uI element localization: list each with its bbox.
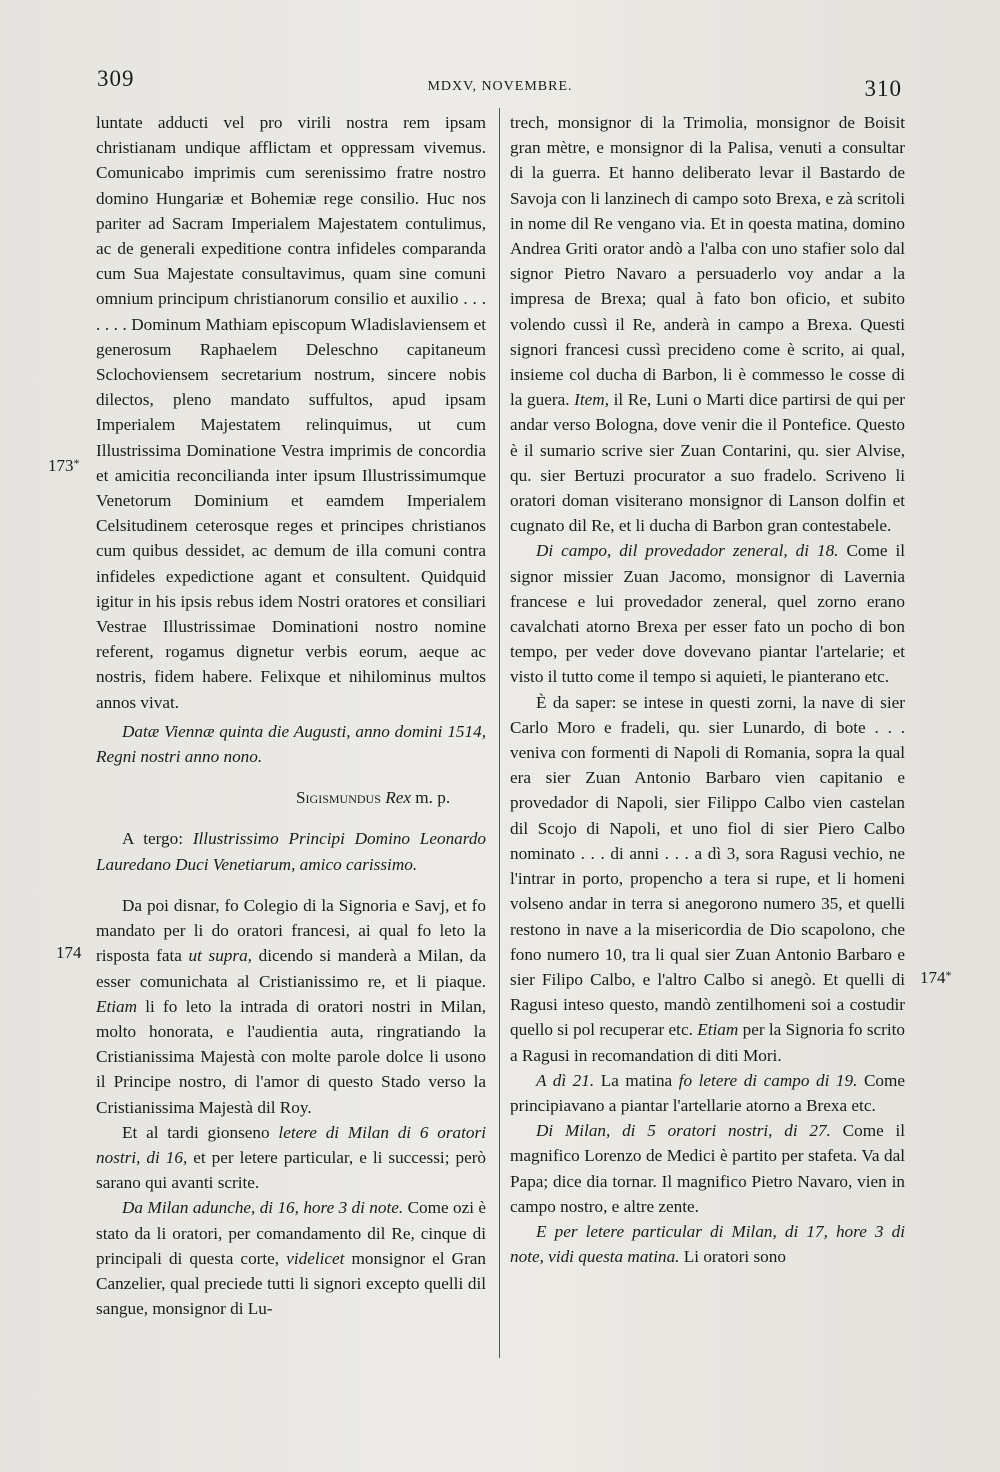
letters-milan-italic: letere di Milan di 6 oratori nostri, di 16, (96, 1122, 486, 1167)
letters-milan-part-b: et per letere particular, e li successi; però sarano qui avanti scrite. (96, 1147, 487, 1193)
da-milan-videlicet: videlicet (286, 1248, 345, 1268)
letere-particular-text: Li oratori sono (683, 1247, 786, 1267)
tergo-text: Illustrissimo Principi Domino Leonardo Lauredano Duci Venetiarum, amico carissimo. (96, 829, 487, 874)
da-milan-heading: Da Milan adunche, di 16, hore 3 di note. (122, 1198, 404, 1218)
trech-text-b: il Re, Luni o Marti dice partirsi de qui per andar verso Bologna, dove venir die il Pontefice. Questo è il sumario scrive sier Zuan Contarini, qu. sier Alvise, qu. sier Bertuzi procurator a suo fradelo. Scriveno li oratori doman visiterano monsignor di Lanson dolfin et cugnato dil Re, et li ducha di Barbon gran contestabele. (510, 390, 906, 536)
paragraph-174 (96, 893, 486, 1120)
paragraph-174-etiam: Etiam (96, 996, 138, 1016)
letters-milan-part-a: Et al tardi gionseno (122, 1122, 270, 1142)
running-head (0, 66, 1000, 106)
trech-text: trech, monsignor di la Trimolia, monsignor de Boisit gran mètre, e monsignor di la Palisa, venuti a consultar di la guerra. Et hanno deliberato levar il Bastardo de Savoja con li lanzinech di campo soto Brexa, e zà scritoli in nome dil Re vengano via. Et in qoesta matina, domino Andrea Griti orator andò a l'alba con uno stafier solo dal signor Pietro Navaro a persuaderlo voy andar a la impresa de Brexa; qual à fato bon oficio, et subito volendo cussì il Re, anderà in campo a Brexa. Questi signori francesi cussì precideno come è scrito, ai qual, insieme col ducha di Barbon, li è commesso le cosse di la guera. (510, 113, 905, 410)
left-page-number: 309 (97, 66, 135, 91)
paragraph-letters-milan (96, 1120, 486, 1196)
a-di-21-italic: fo letere di campo di 19. (678, 1070, 858, 1090)
di-milan-text: Come il magnifico Lorenzo de Medici è partito per stafeta. Va dal Papa; dice dia tornar. Il magnifico Pietro Navaro, vien in campo nostro, e altre zente. (510, 1121, 906, 1216)
nave-text-b: per la Signoria fo scrito a Ragusi in recomandation di diti Mori. (510, 1020, 905, 1065)
paragraph-174-part-a: Da poi disnar, fo Colegio di la Signoria e Savj, et fo mandato per li do oratori francesi, ai qual fo leto la risposta fata (96, 895, 486, 966)
di-campo-heading: Di campo, dil provedador zeneral, di 18. (536, 541, 839, 561)
nave-etiam: Etiam (697, 1020, 739, 1040)
margin-number-174-right: 174* (920, 968, 952, 987)
paragraph-a-di-21 (510, 1068, 905, 1118)
paragraph-174-ut-supra: ut supra, (188, 946, 252, 966)
left-column (96, 110, 486, 1321)
running-title: MDXV, NOVEMBRE. (427, 79, 573, 94)
nave-text: È da saper: se intese in questi zorni, la nave di sier Carlo Moro e fradeli, qu. sier Lunardo, di bote . . . veniva con formenti di Napoli di Romania, sopra la qual era sier Zuan Antonio Barbaro vien capitanio e provedador di Napoli, sier Filippo Calbo vien castelan dil Scojo di Napoli, et uno fiol di sier Piero Calbo nominato . . . di anni . . . a dì 3, sora Ragusi vechio, ne l'intrar in porto, propencho a tera si rupe, et li homeni volseno andar in terra si anegorono numero 35, et quelli restono in nave a la misericordia de Dio scapolono, che fono numero 10, tra li qual sier Zuan Antonio Barbaro e sier Filipo Calbo, e l'altro Calbo si anegò. Et quelli di Ragusi inteso questo, mandò zentilhomeni soi a costudir quello si pol recuperar etc. (510, 692, 905, 1040)
right-column (510, 110, 905, 1269)
signature-line (96, 785, 486, 810)
di-campo-text: Come il signor missier Zuan Jacomo, monsignor di Lavernia francese e lui provedador zeneral, quel zorno erano cavalchati atorno Brexa per esser fato un pocho di bon tempo, per veder dove dovevano piantar l'artelarie; et visto il tutto come il tempo si aquieti, le pianterano etc. (510, 541, 905, 687)
a-di-21-text-a: La matina (600, 1070, 673, 1090)
latin-letter-text: luntate adducti vel pro virili nostra rem ipsam christianam undique afflictam et oppressam vivemus. Comunicabo imprimis cum serenissimo fratre nostro domino Hungariæ et Bohemiæ rege consilio. Huc nos pariter ad Sacram Imperialem Majestatem contulimus, ac de generali expeditione contra infideles comparanda cum Sua Majestate consultavimus, quam sine comuni omnium principum christianorum consilio et auxilio . . . . . . . Dominum Mathiam episcopum Wladislaviensem et generosum Raphaelem Deleschno capitaneum Sclochoviensem secretarium nostrum, sincere nobis dilectos, pleno mandato suffultos, apud ipsam Imperialem Majestatem relinquimus, ut cum Illustrissima Dominatione Vestra imprimis de concordia et amicitia reconcilianda inter ipsum Illustrissimumque Venetorum Dominium et eamdem Imperialem Celsitudinem ceterosque reges et principes christianos cum quibus dessidet, ac demum de illa comuni contra infideles expedictione agant et consultent. Quidquid igitur in his ipsis rebus idem Nostri oratores et consiliari Vestrae Illustrissimae Dominationi nostro nomine referent, rogamus dignetur verbis eorum, aeque ac nostris, fidem habere. Felixque et nihilominus multos annos vivat. (96, 113, 486, 712)
tergo-label: A tergo: (122, 829, 184, 849)
margin-number-174-left: 174 (56, 943, 82, 962)
a-di-21-heading: A dì 21. (536, 1070, 595, 1090)
paragraph-di-campo (510, 538, 905, 689)
paragraph-174-part-c: li fo leto la intrada di oratori nostri in Milan, molto honorata, e l'audientia auta, ringratiando la Cristianissima Majestà con molte parole dolce li usono il Principe nostro, di l'amor di questo Stado verso la Cristianissima Majestà dil Roy. (96, 996, 486, 1117)
signature-mp: m. p. (415, 788, 451, 808)
column-divider (499, 108, 500, 1358)
paragraph-di-milan (510, 1118, 905, 1219)
paragraph-da-milan (96, 1195, 486, 1321)
letter-dating: Datæ Viennæ quinta die Augusti, anno domini 1514, Regni nostri anno nono. (96, 721, 486, 767)
di-milan-heading: Di Milan, di 5 oratori nostri, di 27. (536, 1121, 831, 1141)
da-milan-part-b: Come ozi è stato da li oratori, per comandamento dil Re, cinque di principali di questa corte, (96, 1198, 487, 1268)
signature-name: Sigismundus (296, 788, 381, 808)
tergo-address (96, 826, 486, 876)
letere-particular-heading: E per letere particular di Milan, di 17, hore 3 di note, vidi questa matina. (510, 1221, 905, 1267)
paragraph-trech (510, 110, 905, 538)
margin-number-173: 173* (48, 456, 80, 475)
paragraph-letere-particular (510, 1219, 905, 1269)
signature-rex: Rex (385, 788, 411, 808)
a-di-21-text-b: Come principiavano a piantar l'artellarie atorno a Brexa etc. (510, 1070, 906, 1115)
item-word: Item, (574, 390, 609, 410)
da-milan-part-c: monsignor el Gran Canzelier, qual preciede tutti li signori excepto quelli dil sangue, monsignor di Lu- (96, 1248, 487, 1319)
right-page-number: 310 (864, 76, 902, 101)
paragraph-nave (510, 690, 905, 1068)
paragraph-174-part-b: dicendo si manderà a Milan, da esser comunichata al Cristianissimo re, et li piaque. (96, 946, 487, 991)
